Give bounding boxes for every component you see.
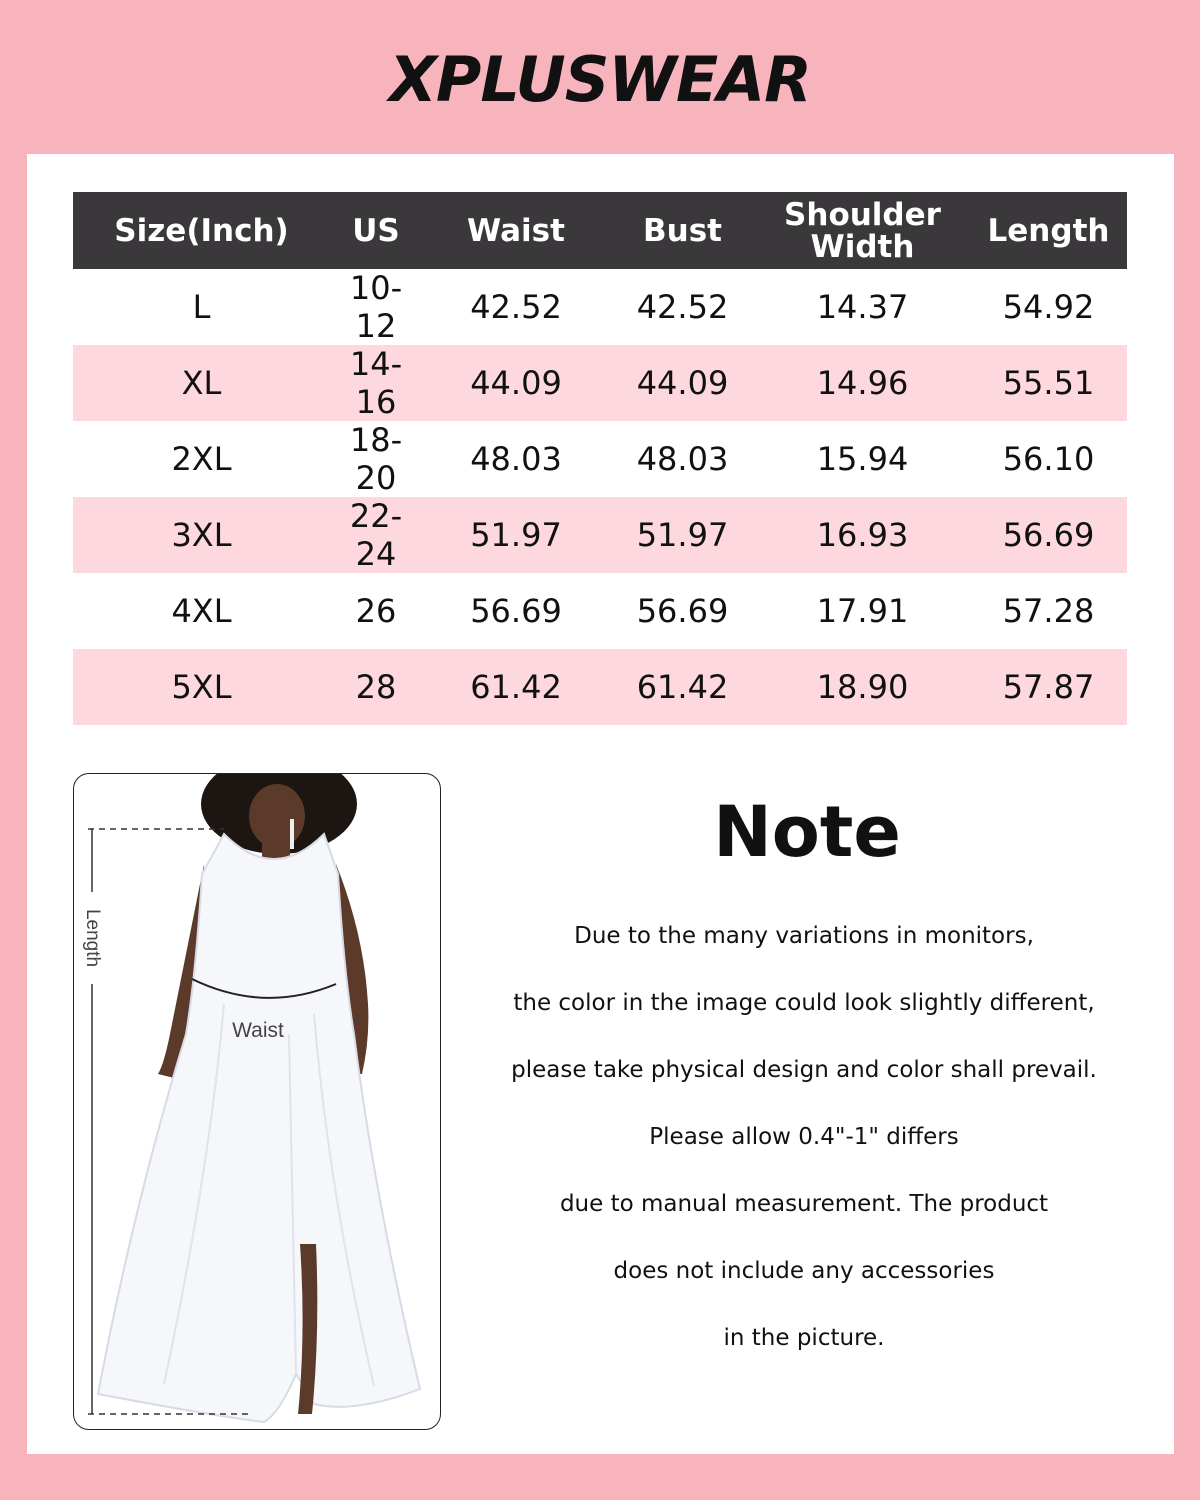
note-line: the color in the image could look slightly different, — [513, 990, 1095, 1016]
table-row — [73, 421, 1127, 497]
table-row — [73, 497, 1127, 573]
cell-us: 26 — [355, 592, 397, 630]
cell-us: 14-16 — [330, 345, 422, 421]
note-line: please take physical design and color shall prevail. — [511, 1057, 1097, 1083]
cell-waist: 48.03 — [470, 440, 562, 478]
cell-bust: 51.97 — [610, 497, 755, 573]
cell-length: 55.51 — [970, 345, 1127, 421]
cell-bust: 42.52 — [636, 288, 729, 326]
cell-bust: 61.42 — [610, 649, 755, 725]
cell-waist: 61.42 — [422, 649, 610, 725]
cell-size: 3XL — [73, 497, 330, 573]
cell-waist: 42.52 — [470, 288, 562, 326]
note-title: Note — [713, 791, 901, 873]
brand-logo: XPLUSWEAR — [389, 43, 811, 116]
cell-us: 22-24 — [330, 497, 422, 573]
cell-shoulder-width: 15.94 — [816, 440, 909, 478]
header-size: Size(Inch) — [73, 192, 330, 269]
cell-shoulder-width: 18.90 — [755, 649, 970, 725]
table-row — [73, 269, 1127, 345]
table-row — [73, 649, 1127, 725]
note-line: Due to the many variations in monitors, — [574, 923, 1034, 949]
cell-shoulder-width: 14.37 — [816, 288, 909, 326]
note-line: Please allow 0.4"-1" differs — [649, 1124, 959, 1150]
size-chart-panel — [27, 154, 1174, 1454]
cell-shoulder-width: 14.96 — [755, 345, 970, 421]
dress-illustration — [74, 774, 440, 1429]
product-measurement-figure — [73, 773, 441, 1430]
cell-size: 4XL — [171, 592, 232, 630]
cell-size: XL — [73, 345, 330, 421]
header-us: US — [330, 192, 422, 269]
white-dress — [98, 834, 420, 1422]
length-label: Length — [81, 908, 103, 968]
size-table — [73, 192, 1127, 725]
note-line: does not include any accessories — [613, 1258, 995, 1284]
note-line: in the picture. — [723, 1325, 885, 1351]
header-bust: Bust — [610, 192, 755, 269]
cell-shoulder-width: 16.93 — [755, 497, 970, 573]
cell-length: 57.28 — [1002, 592, 1095, 630]
cell-waist: 56.69 — [470, 592, 562, 630]
cell-bust: 48.03 — [636, 440, 729, 478]
header-length: Length — [970, 192, 1127, 269]
cell-waist: 51.97 — [422, 497, 610, 573]
cell-us: 10-12 — [349, 269, 403, 345]
cell-shoulder-width: 17.91 — [816, 592, 909, 630]
cell-length: 54.92 — [1002, 288, 1095, 326]
table-row — [73, 573, 1127, 649]
cell-bust: 56.69 — [636, 592, 729, 630]
cell-size: 5XL — [73, 649, 330, 725]
cell-length: 57.87 — [970, 649, 1127, 725]
cell-length: 56.69 — [970, 497, 1127, 573]
table-row — [73, 345, 1127, 421]
cell-waist: 44.09 — [422, 345, 610, 421]
header-waist: Waist — [422, 192, 610, 269]
waist-label: Waist — [232, 1019, 284, 1042]
table-header-row — [73, 192, 1127, 269]
cell-size: 2XL — [171, 440, 232, 478]
header-shoulder-width: Shoulder Width — [755, 192, 970, 269]
cell-size: L — [192, 288, 211, 326]
note-text — [479, 919, 1129, 1388]
cell-us: 18-20 — [349, 421, 403, 497]
cell-length: 56.10 — [1002, 440, 1095, 478]
cell-us: 28 — [330, 649, 422, 725]
cell-bust: 44.09 — [610, 345, 755, 421]
note-line: due to manual measurement. The product — [559, 1191, 1049, 1217]
